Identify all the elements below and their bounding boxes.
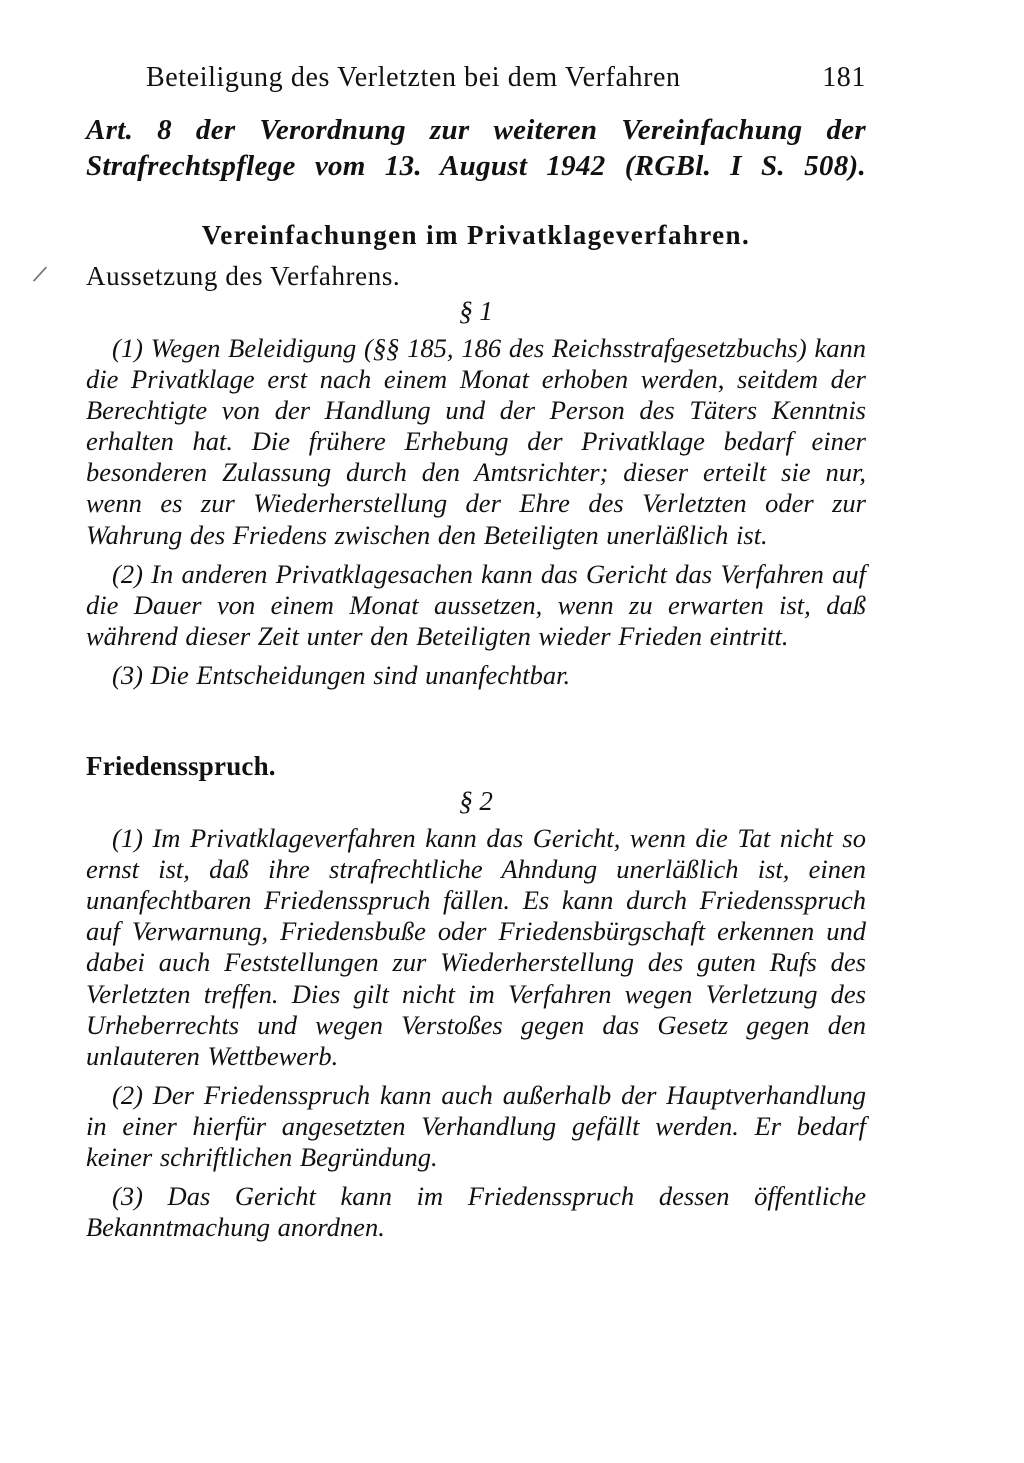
act-title-line-2: Strafrechtspflege vom 13. August 1942 (RGBl. I S. 508). <box>86 150 866 182</box>
section-1-paragraph-1: (1) Wegen Beleidigung (§§ 185, 186 des Reichsstrafgesetzbuchs) kann die Privatklage erst nach einem Monat erhoben werden, seitdem der Berechtigte von der Handlung und der Person des Täters Kenntnis erhalten hat. Die frühere Erhebung der Privatklage bedarf einer besonderen Zulassung durch den Amtsrichter; dieser erteilt sie nur, wenn es zur Wiederherstellung der Ehre des Verletzten oder zur Wahrung des Friedens zwischen den Beteiligten unerläßlich ist. <box>86 333 866 550</box>
section-2-sign: § 2 <box>459 786 493 817</box>
page-content <box>86 62 866 1251</box>
section-1-heading: Aussetzung des Verfahrens. <box>86 261 401 291</box>
section-1-sign: § 1 <box>459 296 493 326</box>
running-head-title: Beteiligung des Verletzten bei dem Verfahren <box>146 62 681 93</box>
page-number: 181 <box>822 62 866 93</box>
section-1-paragraph-3: (3) Die Entscheidungen sind unanfechtbar. <box>112 659 571 690</box>
section-2-paragraph-3: (3) Das Gericht kann im Friedensspruch dessen öffentliche Bekanntmachung anordnen. <box>86 1181 866 1243</box>
margin-stroke-mark: / <box>31 261 49 288</box>
act-title <box>86 112 866 184</box>
section-2 <box>86 751 866 1243</box>
act-title-line-1: Art. 8 der Verordnung zur weiteren Vereinfachung der <box>86 114 866 146</box>
section-1 <box>86 261 866 691</box>
section-2-heading: Friedensspruch. <box>86 751 276 782</box>
section-2-paragraph-1: (1) Im Privatklageverfahren kann das Gericht, wenn die Tat nicht so ernst ist, daß ihre strafrechtliche Ahndung unerläßlich ist, einen unanfechtbaren Friedensspruch fällen. Es kann durch Friedensspruch auf Verwarnung, Friedensbuße oder Friedensbürgschaft erkennen und dabei auch Feststellungen zur Wiederherstellung des guten Rufs des Verletzten treffen. Dies gilt nicht im Verfahren wegen Verletzung des Urheberrechts und wegen Verstoßes gegen das Gesetz gegen den unlauteren Wettbewerb. <box>86 823 866 1071</box>
running-head <box>146 62 866 94</box>
section-1-paragraph-2: (2) In anderen Privatklagesachen kann das Gericht das Verfahren auf die Dauer von einem Monat aussetzen, wenn zu erwarten ist, daß während dieser Zeit unter den Beteiligten wieder Frieden eintritt. <box>86 558 866 651</box>
section-heading: Vereinfachungen im Privatklageverfahren. <box>201 220 751 250</box>
section-2-paragraph-2: (2) Der Friedensspruch kann auch außerhalb der Hauptverhandlung in einer hierfür angesetzten Verhandlung gefällt werden. Er bedarf keiner schriftlichen Begründung. <box>86 1079 866 1172</box>
